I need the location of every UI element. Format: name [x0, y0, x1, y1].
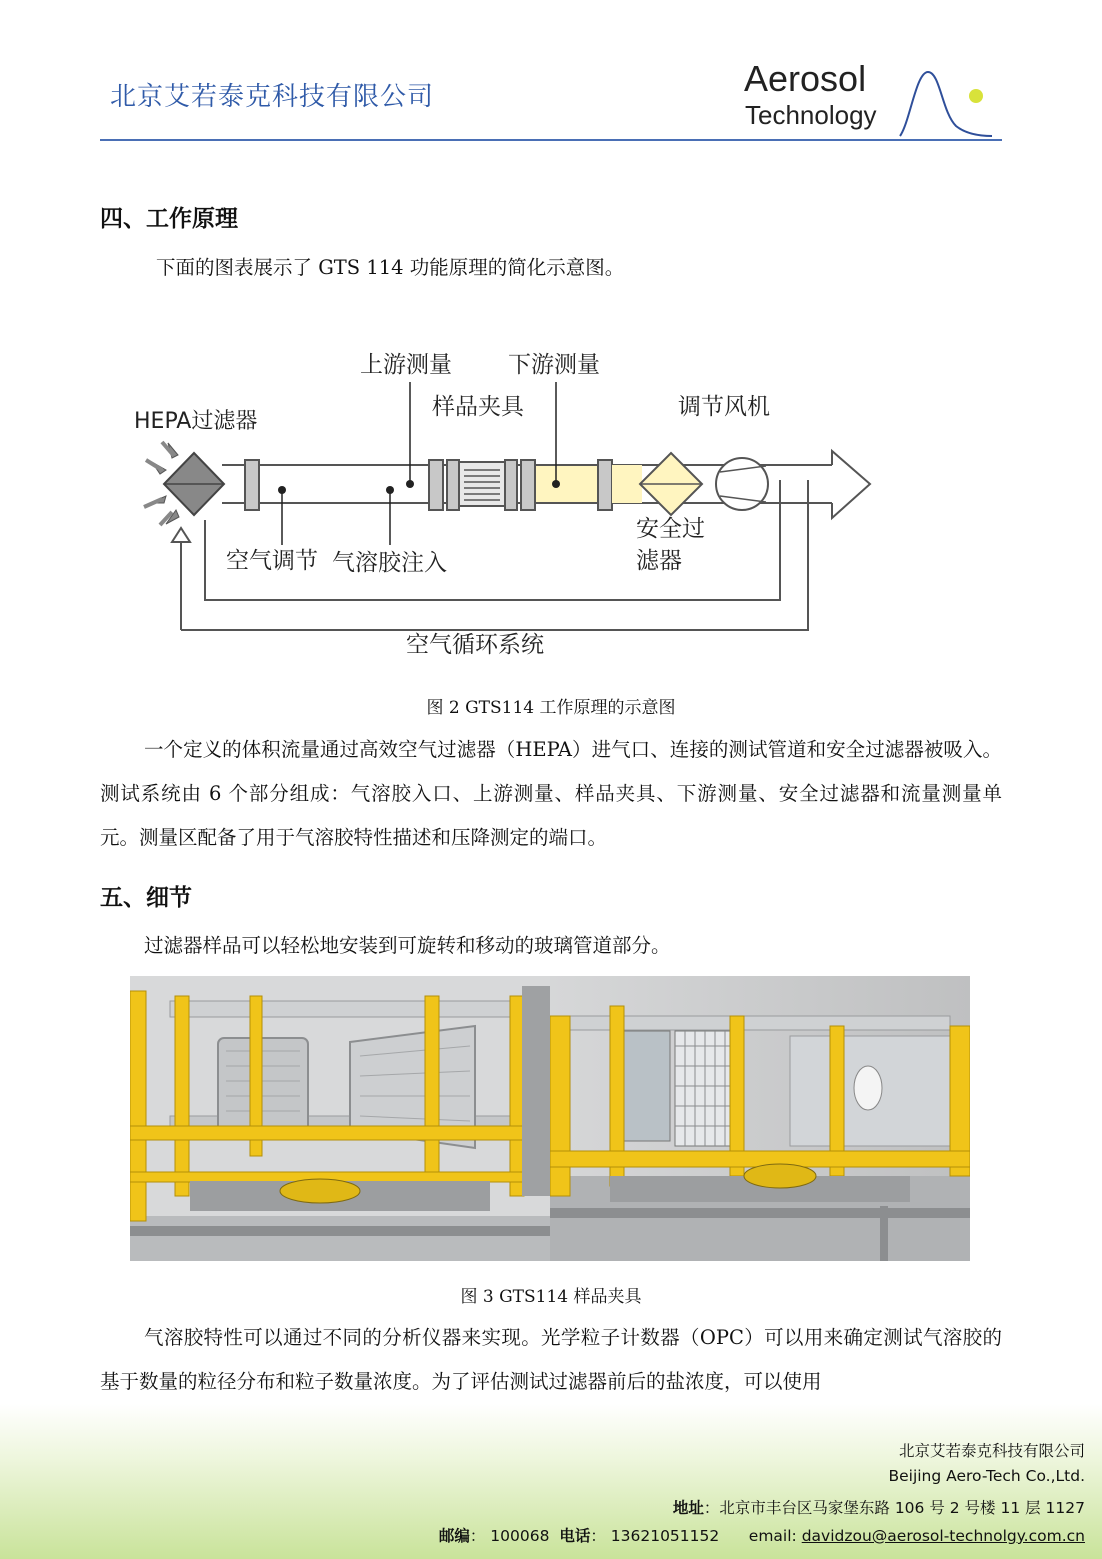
figure-3-caption: 图 3 GTS114 样品夹具 [460, 1287, 642, 1307]
footer-email-label: email: [748, 1527, 802, 1545]
label-air-recirculation: 空气循环系统 [406, 632, 544, 658]
footer-company-en: Beijing Aero-Tech Co.,Ltd. [888, 1467, 1085, 1485]
label-upstream: 上游测量 [360, 352, 452, 378]
footer-address [673, 1496, 1085, 1518]
footer-email-link[interactable]: davidzou@aerosol-technolgy.com.cn [801, 1527, 1085, 1545]
label-aerosol-injection: 气溶胶注入 [332, 550, 447, 576]
principle-diagram [120, 340, 900, 670]
footer-company-cn: 北京艾若泰克科技有限公司 [898, 1442, 1085, 1460]
footer-postcode-label: 邮编 [438, 1527, 470, 1545]
header-company-name: 北京艾若泰克科技有限公司 [110, 82, 435, 112]
figure-2-caption: 图 2 GTS114 工作原理的示意图 [426, 698, 676, 718]
section-4-heading: 四、工作原理 [100, 206, 238, 232]
footer-contact [439, 1524, 1085, 1546]
label-hepa-filter: HEPA过滤器 [134, 409, 258, 434]
footer-address-value: ：北京市丰台区马家堡东路 106 号 2 号楼 11 层 1127 [703, 1499, 1085, 1517]
label-sample-holder: 样品夹具 [432, 394, 524, 420]
label-air-conditioning: 空气调节 [226, 548, 318, 574]
sample-holder-photo-right [550, 976, 970, 1261]
footer-postcode-value: ： 100068 [469, 1527, 550, 1545]
label-fan: 调节风机 [678, 394, 770, 420]
logo-text-aerosol: Aerosol [744, 58, 867, 99]
label-safety-filter-2: 滤器 [636, 548, 682, 574]
paragraph-working-principle: 一个定义的体积流量通过高效空气过滤器（HEPA）进气口、连接的测试管道和安全过滤器被吸入。测试系统由 6 个部分组成：气溶胶入口、上游测量、样品夹具、下游测量、安全过滤器和流量测量单元。测量区配备了用于气溶胶特性描述和压降测定的端口。 [100, 738, 1002, 849]
section-4-intro: 下面的图表展示了 GTS 114 功能原理的简化示意图。 [156, 256, 625, 279]
footer-phone-label: 电话 [559, 1527, 591, 1545]
paragraph-aerosol-characterization: 气溶胶特性可以通过不同的分析仪器来实现。光学粒子计数器（OPC）可以用来确定测试气溶胶的基于数量的粒径分布和粒子数量浓度。为了评估测试过滤器前后的盐浓度，可以使用 [100, 1326, 1002, 1393]
section-5-intro: 过滤器样品可以轻松地安装到可旋转和移动的玻璃管道部分。 [144, 934, 671, 957]
label-safety-filter-1: 安全过 [636, 516, 705, 542]
company-logo [744, 58, 1000, 138]
header-divider [100, 139, 1002, 141]
footer-phone-value: ： 13621051152 [590, 1527, 720, 1545]
section-5-heading: 五、细节 [100, 885, 192, 911]
sample-holder-photo-left [130, 976, 550, 1261]
label-downstream: 下游测量 [508, 352, 600, 378]
footer-address-label: 地址 [672, 1499, 704, 1517]
logo-text-technology: Technology [745, 100, 877, 130]
logo-curve-icon [896, 62, 996, 140]
